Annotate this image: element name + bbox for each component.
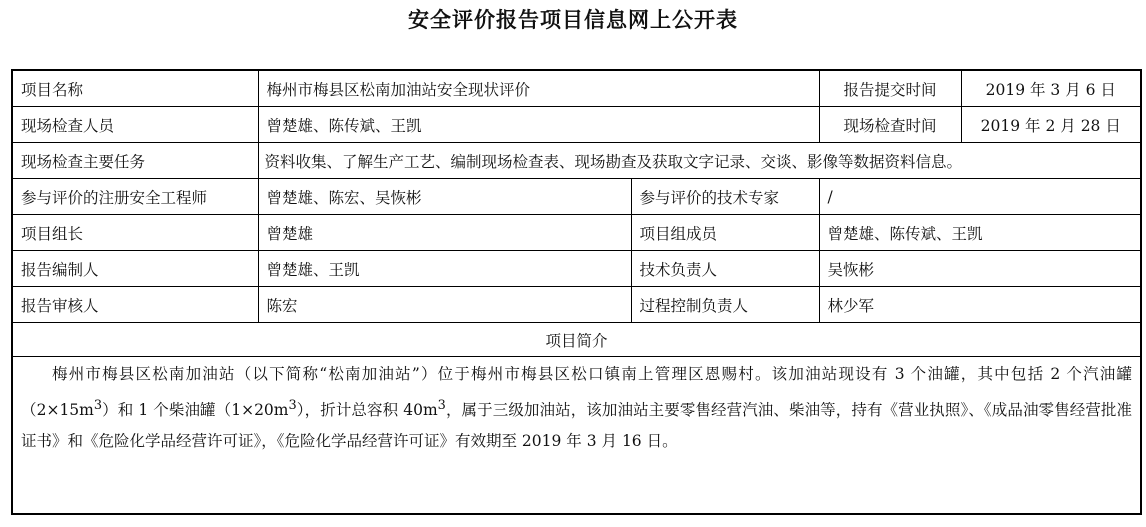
- reviewer-value: 陈宏: [258, 287, 631, 323]
- tech-lead-value: 吴恢彬: [819, 251, 1141, 287]
- project-name-value: 梅州市梅县区松南加油站安全现状评价: [258, 70, 819, 107]
- compiler-value: 曾楚雄、王凯: [258, 251, 631, 287]
- table-row: [12, 143, 1141, 179]
- inspection-time-value: 2019 年 2 月 28 日: [961, 107, 1141, 143]
- engineers-value: 曾楚雄、陈宏、吴恢彬: [258, 179, 631, 215]
- table-row: [12, 107, 1141, 143]
- table-row: [12, 179, 1141, 215]
- table-row: [12, 70, 1141, 107]
- experts-label: 参与评价的技术专家: [631, 179, 819, 215]
- team-leader-value: 曾楚雄: [258, 215, 631, 251]
- superscript-3: 3: [288, 398, 297, 413]
- intro-heading: 项目简介: [12, 323, 1141, 357]
- intro-text-part-2: ）和 1 个柴油罐（1×20m: [102, 401, 289, 420]
- submit-time-value: 2019 年 3 月 6 日: [961, 70, 1141, 107]
- inspectors-value: 曾楚雄、陈传斌、王凯: [258, 107, 819, 143]
- superscript-3: 3: [437, 398, 446, 413]
- team-leader-label: 项目组长: [12, 215, 258, 251]
- project-name-label: 项目名称: [12, 70, 258, 107]
- intro-text-part-4: ，属于三级加油站，该加油站主要零售经营汽油、柴油等，持有《营业执照》、《成品油零售经营批准证书》和《危险化学品经营许可证》，《危险化学品经营许可证》有效期至 2019 年 3 月 16 日。: [21, 401, 1132, 451]
- info-table: [11, 69, 1142, 515]
- table-row: [12, 323, 1141, 357]
- team-members-label: 项目组成员: [631, 215, 819, 251]
- tech-lead-label: 技术负责人: [631, 251, 819, 287]
- intro-text-part-3: ），折计总容积 40m: [296, 401, 438, 420]
- main-tasks-label: 现场检查主要任务: [12, 143, 258, 179]
- main-tasks-value: 资料收集、了解生产工艺、编制现场检查表、现场勘查及获取文字记录、交谈、影像等数据资料信息。: [258, 143, 1141, 179]
- table-row: [12, 357, 1141, 515]
- table-row: [12, 251, 1141, 287]
- table-row: [12, 215, 1141, 251]
- process-control-value: 林少军: [819, 287, 1141, 323]
- superscript-3: 3: [93, 398, 103, 413]
- intro-paragraph: [12, 357, 1141, 515]
- inspectors-label: 现场检查人员: [12, 107, 258, 143]
- inspection-time-label: 现场检查时间: [819, 107, 961, 143]
- experts-value: /: [819, 179, 1141, 215]
- compiler-label: 报告编制人: [12, 251, 258, 287]
- table-row: [12, 287, 1141, 323]
- process-control-label: 过程控制负责人: [631, 287, 819, 323]
- team-members-value: 曾楚雄、陈传斌、王凯: [819, 215, 1141, 251]
- reviewer-label: 报告审核人: [12, 287, 258, 323]
- engineers-label: 参与评价的注册安全工程师: [12, 179, 258, 215]
- page-title: 安全评价报告项目信息网上公开表: [408, 8, 738, 32]
- intro-text-part-1: 梅州市梅县区松南加油站（以下简称“松南加油站”）位于梅州市梅县区松口镇南上管理区恩赐村。该加油站现设有 3 个油罐，其中包括 2 个汽油罐（2×15m: [21, 365, 1133, 420]
- submit-time-label: 报告提交时间: [819, 70, 961, 107]
